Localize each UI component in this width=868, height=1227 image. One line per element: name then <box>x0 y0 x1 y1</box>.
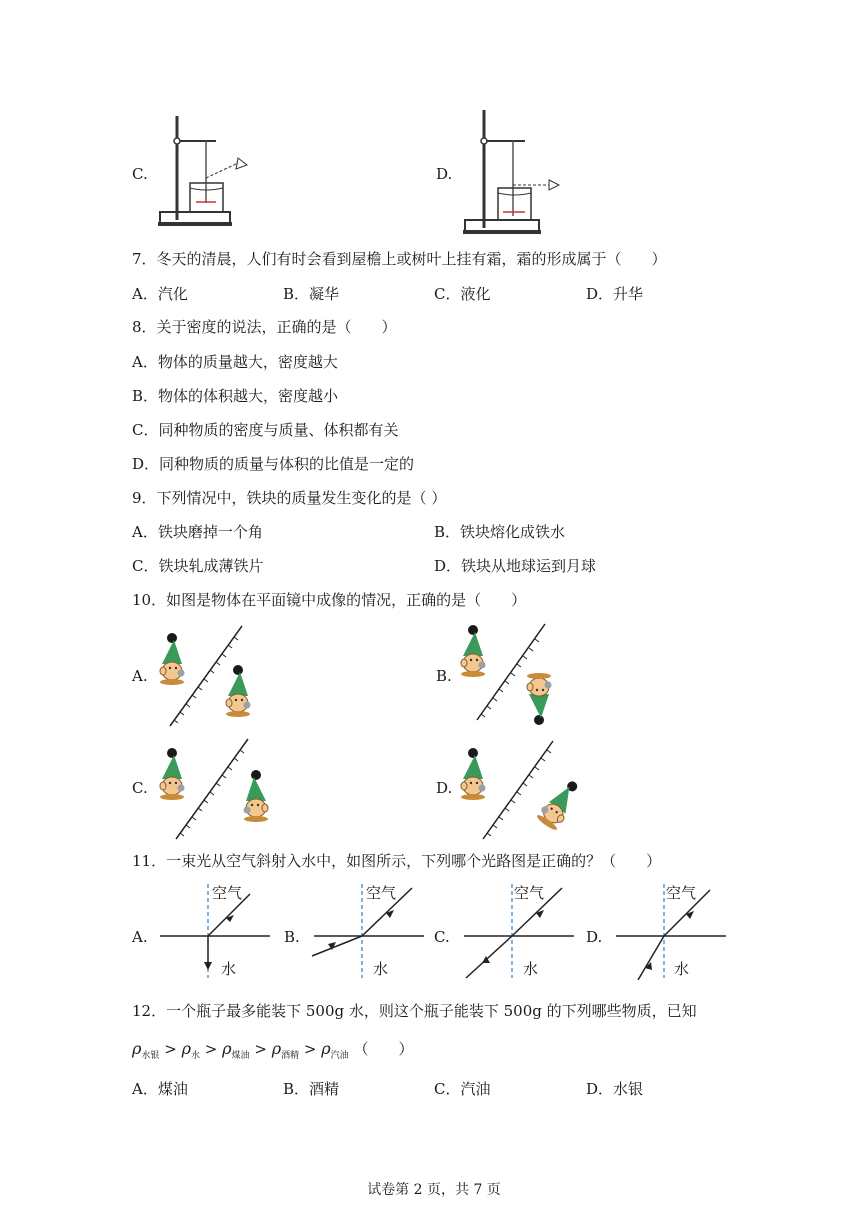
q11-b-air-label: 空气 <box>366 884 397 902</box>
q12-option-c: C．汽油 <box>434 1080 491 1098</box>
q11-a-water-label: 水 <box>221 960 237 978</box>
q8-option-d: D．同种物质的质量与体积的比值是一定的 <box>132 455 415 473</box>
option-label-c: C. <box>132 165 148 183</box>
q11-label-a: A. <box>132 928 148 946</box>
q10-label-b: B. <box>436 667 452 685</box>
greater-than: > <box>303 1040 317 1058</box>
rho-symbol: ρ <box>222 1039 232 1058</box>
density-relation <box>132 1038 413 1067</box>
mirror-figure-d <box>455 735 585 845</box>
stand-figure-c <box>150 108 270 238</box>
stand-figure-d <box>455 108 575 238</box>
q10-label-a: A. <box>132 667 148 685</box>
rho-symbol: ρ <box>271 1039 282 1058</box>
q11-b-water-label: 水 <box>373 960 389 978</box>
question-9-stem: 9．下列情况中，铁块的质量发生变化的是（ ） <box>132 489 447 507</box>
answer-paren: （ ） <box>353 1040 414 1058</box>
q11-a-air-label: 空气 <box>212 884 243 902</box>
question-11-stem: 11．一束光从空气斜射入水中，如图所示，下列哪个光路图是正确的？（ ） <box>132 852 662 870</box>
mirror-figure-a <box>150 620 260 730</box>
q8-option-c: C．同种物质的密度与质量、体积都有关 <box>132 421 399 439</box>
question-7-stem: 7．冬天的清晨，人们有时会看到屋檐上或树叶上挂有霜，霜的形成属于（ ） <box>132 250 667 268</box>
rho-sub-gasoline: 汽油 <box>330 1051 349 1061</box>
q11-label-c: C. <box>434 928 450 946</box>
question-12-stem: 12．一个瓶子最多能装下 500g 水，则这个瓶子能装下 500g 的下列哪些物质，已知 <box>132 1002 697 1020</box>
question-8-stem: 8．关于密度的说法，正确的是（ ） <box>132 318 397 336</box>
q11-d-air-label: 空气 <box>666 884 697 902</box>
q7-option-c: C．液化 <box>434 285 491 303</box>
greater-than: > <box>164 1040 177 1058</box>
q11-c-water-label: 水 <box>523 960 539 978</box>
rho-sub-kerosene: 煤油 <box>231 1051 250 1061</box>
q7-option-a: A．汽化 <box>132 285 188 303</box>
q11-c-air-label: 空气 <box>514 884 545 902</box>
q11-label-b: B. <box>284 928 300 946</box>
q9-option-d: D．铁块从地球运到月球 <box>434 557 597 575</box>
page-footer: 试卷第 2 页，共 7 页 <box>367 1182 501 1198</box>
q7-option-d: D．升华 <box>586 285 644 303</box>
mirror-figure-b <box>455 620 565 730</box>
greater-than: > <box>204 1040 218 1058</box>
rho-symbol: ρ <box>181 1039 191 1058</box>
question-10-stem: 10．如图是物体在平面镜中成像的情况，正确的是（ ） <box>132 591 527 609</box>
q12-option-d: D．水银 <box>586 1080 644 1098</box>
rho-sub-water: 水 <box>190 1051 200 1061</box>
q9-option-a: A．铁块磨掉一个角 <box>132 523 263 541</box>
q9-option-b: B．铁块熔化成铁水 <box>434 523 566 541</box>
rho-symbol: ρ <box>132 1039 142 1058</box>
q11-d-water-label: 水 <box>674 960 690 978</box>
q8-option-a: A．物体的质量越大，密度越大 <box>132 353 338 371</box>
q12-option-a: A．煤油 <box>132 1080 188 1098</box>
q10-label-d: D. <box>436 779 453 797</box>
q9-option-c: C．铁块轧成薄铁片 <box>132 557 264 575</box>
q8-option-b: B．物体的体积越大，密度越小 <box>132 387 339 405</box>
q12-option-b: B．酒精 <box>283 1080 340 1098</box>
mirror-figure-c <box>150 735 270 845</box>
rho-sub-mercury: 水银 <box>141 1051 160 1061</box>
greater-than: > <box>254 1040 267 1058</box>
option-label-d: D. <box>436 165 453 183</box>
q11-label-d: D. <box>586 928 603 946</box>
rho-symbol: ρ <box>321 1039 331 1058</box>
q10-label-c: C. <box>132 779 148 797</box>
q7-option-b: B．凝华 <box>283 285 340 303</box>
rho-sub-alcohol: 酒精 <box>281 1051 300 1061</box>
